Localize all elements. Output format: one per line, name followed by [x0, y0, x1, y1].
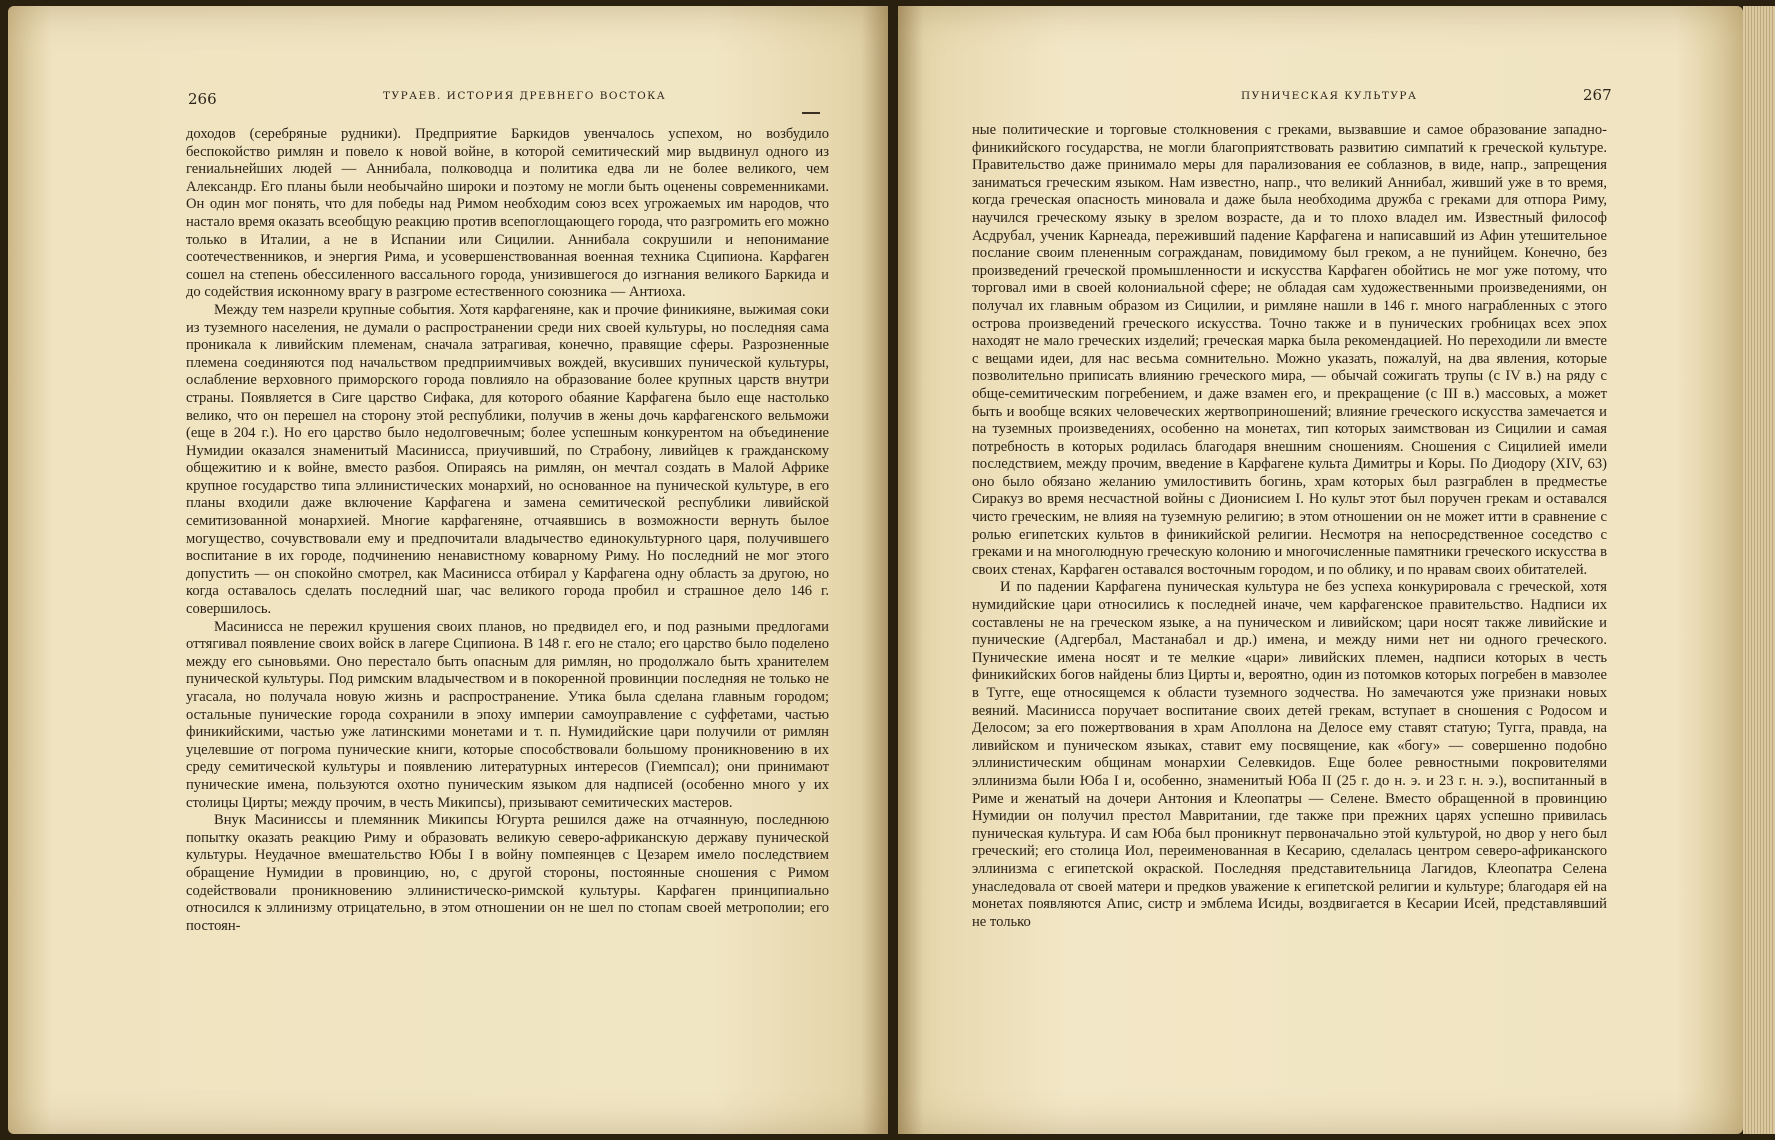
- paragraph: Внук Масиниссы и племянник Микипсы Югурта решился даже на отчаянную, последнюю попытку оказать реакцию Риму и образовать великую северо-африканскую державу пунической культуры. Неудачное вмешательство Юбы I в войну помпеянцев с Цезарем имело последствием обращение Нумидии в провинцию, но, с другой стороны, постоянные сношения с Римом содействовали проникновению эллинистическо-римской культуры. Карфаген принципиально относился к эллинизму отрицательно, в этом отношении он не шел по стопам своей метрополии; его постоян-: [186, 812, 829, 934]
- paragraph: И по падении Карфагена пуническая культура не без успеха конкурировала с греческой, хотя нумидийские цари относились к последней иначе, чем карфагенское правительство. Надписи их составлены не на греческом языке, а на пуническом и ливийском; цари носят также ливийские и пунические (Адгербал, Мастанабал и др.) имена, и между ними нет ни одного греческого. Пунические имена носят и те мелкие «цари» ливийских племен, надписи которых в честь финикийских богов найдены близ Цирты и, вероятно, один из потомков которых погребен в мавзолее в Тугге, еще относящемся к области туземного зодчества. Но замечаются уже признаки новых веяний. Масинисса поручает воспитание своих детей грекам, вступает в сношения с Родосом и Делосом; за его пожертвования в храм Аполлона на Делосе ему ставят статую; Тугга, правда, на ливийском и пуническом языках, ставит ему посвящение, как «богу» — совершенно подобно эллинистическим общинам монархии Селевкидов. Еще более ревностными покровителями эллинизма были Юба I и, особенно, знаменитый Юба II (25 г. до н. э. и 23 г. н. э.), воспитанный в Риме и женатый на дочери Антония и Клеопатры — Селене. Вместо обращенной в провинцию Нумидии он получил престол Мавритании, где также при прежних царях успешно привилась пуническая культура. И сам Юба был проникнут первоначально этой культурой, но двор у него был греческий; его столица Иол, переименованная в Кесарию, сделалась центром северо-африканского эллинизма с египетской окраской. Последняя представительница Лагидов, Клеопатра Селена унаследовала от своей матери и предков уважение к египетской религии и культуре; благодаря ей на монетах появляются Апис, систр и эмблема Исиды, воздвигается в Кесарии Исей, представлявший не только: [972, 579, 1607, 930]
- right-page-number: 267: [1583, 86, 1612, 104]
- right-page: [898, 6, 1743, 1134]
- left-page-text: [186, 126, 829, 935]
- page-edge: [1743, 6, 1775, 1134]
- left-page-number: 266: [188, 90, 217, 108]
- right-running-title: ПУНИЧЕСКАЯ КУЛЬТУРА: [1241, 90, 1418, 102]
- paragraph: Масинисса не пережил крушения своих планов, но предвидел его, и под разными предлогами оттягивал появление своих войск в лагере Сципиона. В 148 г. его не стало; его царство было поделено между его сыновьями. Оно перестало быть опасным для римлян, но продолжало быть хранителем пунической культуры. Под римским владычеством и в покоренной провинции последняя не только не угасала, но получала новую жизнь и распространение. Утика была сделана главным городом; остальные пунические города сохранили в эпоху империи самоуправление с суффетами, частью финикийскими, частью уже латинскими монетами и т. п. Нумидийские цари получили от римлян уцелевшие от погрома пунические книги, которые способствовали большому проникновению в их среду семитической культуры и появлению литературных интересов (Гиемпсал); они принимают пунические имена, пользуются охотно пуническим языком для надписей (особенно много у их столицы Цирты; между прочим, в честь Микипсы), призывают семитических мастеров.: [186, 618, 829, 811]
- header-dash: [802, 112, 820, 114]
- left-running-title: ТУРАЕВ. ИСТОРИЯ ДРЕВНЕГО ВОСТОКА: [383, 90, 667, 102]
- paragraph: Между тем назрели крупные события. Хотя карфагеняне, как и прочие финикияне, выжимая соки из туземного населения, не думали о распространении среди них своей культуры, но последняя сама проникала к ливийским племенам, сначала затрагивая, конечно, правящие сферы. Разрозненные племена соединяются под начальством предприимчивых вождей, вкусивших пунической культуры, ослабление верховного приморского города повлияло на образование более крупных царств внутри страны. Появляется в Сиге царство Сифака, для которого обаяние Карфагена было еще настолько велико, что он перешел на сторону этой республики, получив в жены дочь карфагенского вельможи (еще в 204 г.). Но его царство было недолговечным; более успешным конкурентом на объединение Нумидии оказался знаменитый Масинисса, приучивший, по Страбону, ливийцев к гражданскому общежитию и к войне, вместо разбоя. Опираясь на римлян, он мечтал создать в Малой Африке крупное государство типа эллинистических монархий, но основанное на пунической культуре, в его планы входили даже включение Карфагена и замена семитической республики ливийской семитизованной монархией. Многие карфагеняне, отчаявшись в возможности вернуть былое могущество, сочувствовали ему и предпочитали владычество единокультурного царя, получившего воспитание в их городе, подчинению ненавистному коварному Риму. Но последний не мог этого допустить — он спокойно смотрел, как Масинисса отбирал у Карфагена одну область за другою, но когда оставалось сделать последний шаг, час великого города пробил и страшное дело 146 г. совершилось.: [186, 301, 829, 618]
- left-page: [8, 6, 888, 1134]
- paragraph: ные политические и торговые столкновения с греками, вызвавшие и самое образование западно-финикийского государства, не могли благоприятствовать развитию симпатий к греческой культуре. Правительство даже принимало меры для парализования ее соблазнов, в виде, напр., запрещения заниматься греческим языком. Нам известно, напр., что великий Аннибал, живший уже в то время, когда греческая опасность миновала и даже была необходима дружба с греками для отпора Риму, научился греческому языку в зрелом возрасте, да и то плохо владел им. Известный философ Асдрубал, ученик Карнеада, переживший падение Карфагена и написавший из Афин утешительное послание своим плененным согражданам, повидимому был греком, а не пунийцем. Конечно, без произведений греческой промышленности и искусства Карфаген обойтись не мог уже потому, что торговал ими в своей колониальной сфере; не обладая сам художественными произведениями, он получал их главным образом из Сицилии, и римляне нашли в 146 г. много награбленных с этого острова произведений греческого искусства. Точно также и в пунических гробницах всех эпох находят не мало греческих изделий; греческая марка была рекомендацией. Но переходили ли вместе с вещами идеи, для нас весьма сомнительно. Можно указать, пожалуй, на два явления, которые позволительно приписать влиянию греческого мира, — обычай сожигать трупы (с IV в.) на ряду с обще-семитическим погребением, и даже взамен его, и прекращение (с III в.) массовых, а может быть и вообще всяких человеческих жертвоприношений; влияние греческого искусства замечается и на туземных произведениях, особенно на монетах, тип которых заимствован из Сицилии и самая потребность в которых родилась благодаря внешним сношениям. Сношения с Сицилией имели последствием, между прочим, введение в Карфагене культа Димитры и Коры. По Диодору (XIV, 63) оно было обязано желанию умилостивить богинь, храм которых был разграблен в предместье Сиракуз во время несчастной войны с Дионисием I. Но культ этот был поручен грекам и оставался чисто греческим, не влияя на туземную религию; в этом отношении он не может итти в сравнение с ролью египетских культов в финикийской религии. Несмотря на непосредственное соседство с греками и на многолюдную греческую колонию и многочисленные памятники греческого искусства в своих стенах, Карфаген оставался восточным городом, и по облику, и по нравам своих обитателей.: [972, 122, 1607, 578]
- paragraph: доходов (серебряные рудники). Предприятие Баркидов увенчалось успехом, но возбудило беспокойство римлян и повело к новой войне, в которой семитический мир выдвинул одного из гениальнейших людей — Аннибала, полководца и политика едва ли не более великого, чем Александр. Его планы были необычайно широки и поэтому не могли быть оценены современниками. Он один мог понять, что для победы над Римом необходим союз всех угрожаемых им народов, что настало время оказать всеобщую реакцию против всепоглощающего города, что разгромить его можно только в Италии, а не в Испании или Сицилии. Аннибала сокрушили и непонимание соотечественников, и энергия Рима, и усовершенствованная военная техника Сципиона. Карфаген сошел на степень обессиленного вассального города, унизившегося до изгнания великого Баркида и до содействия исконному врагу в разгроме естественного союзника — Антиоха.: [186, 126, 829, 301]
- right-page-text: [972, 122, 1607, 931]
